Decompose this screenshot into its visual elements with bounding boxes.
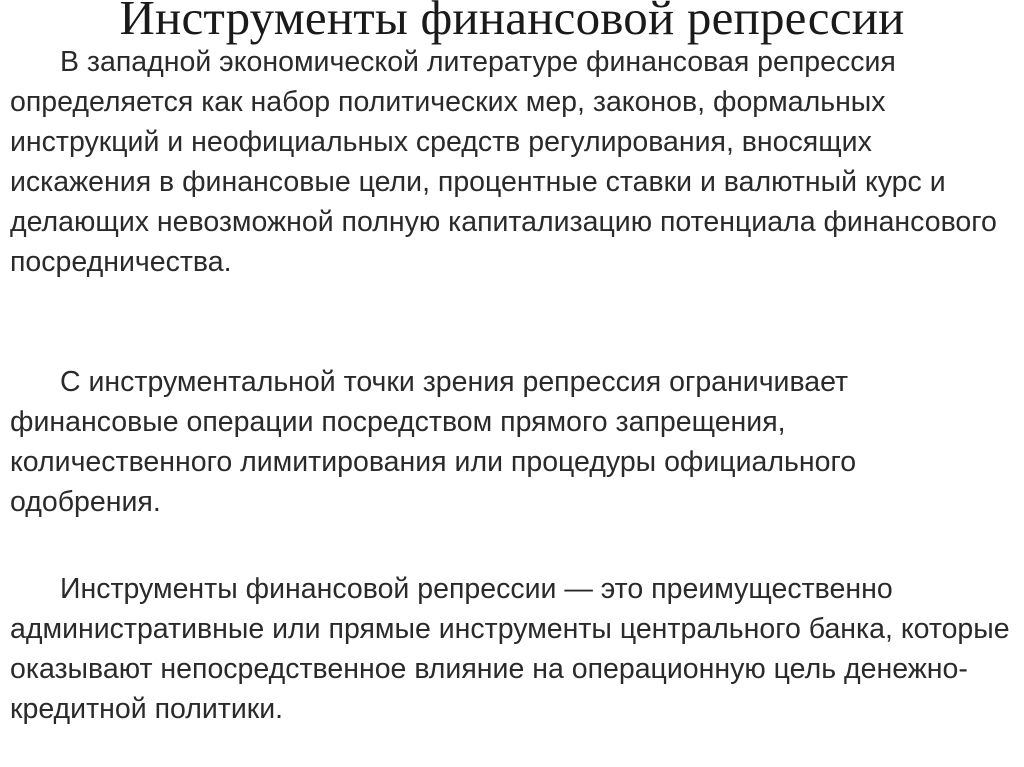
slide-title: Инструменты финансовой репрессии	[119, 0, 905, 45]
paragraph-definition: В западной экономической литературе финансовая репрессия определяется как набор политических мер, законов, формальных инструкций и неофициальных средств регулирования, вносящих искажения в финансовые цели, процентные ставки и валютный курс и делающих невозможной полную капитализацию потенциала финансового посредничества.	[10, 46, 997, 278]
paragraph-instrumental-view: С инструментальной точки зрения репрессия ограничивает финансовые операции посредством прямого запрещения, количественного лимитирования или процедуры официального одобрения.	[10, 366, 857, 518]
paragraph-instruments: Инструменты финансовой репрессии — это преимущественно административные или прямые инструменты центрального банка, которые оказывают непосредственное влияние на операционную цель денежно-кредитной политики.	[10, 573, 1010, 725]
